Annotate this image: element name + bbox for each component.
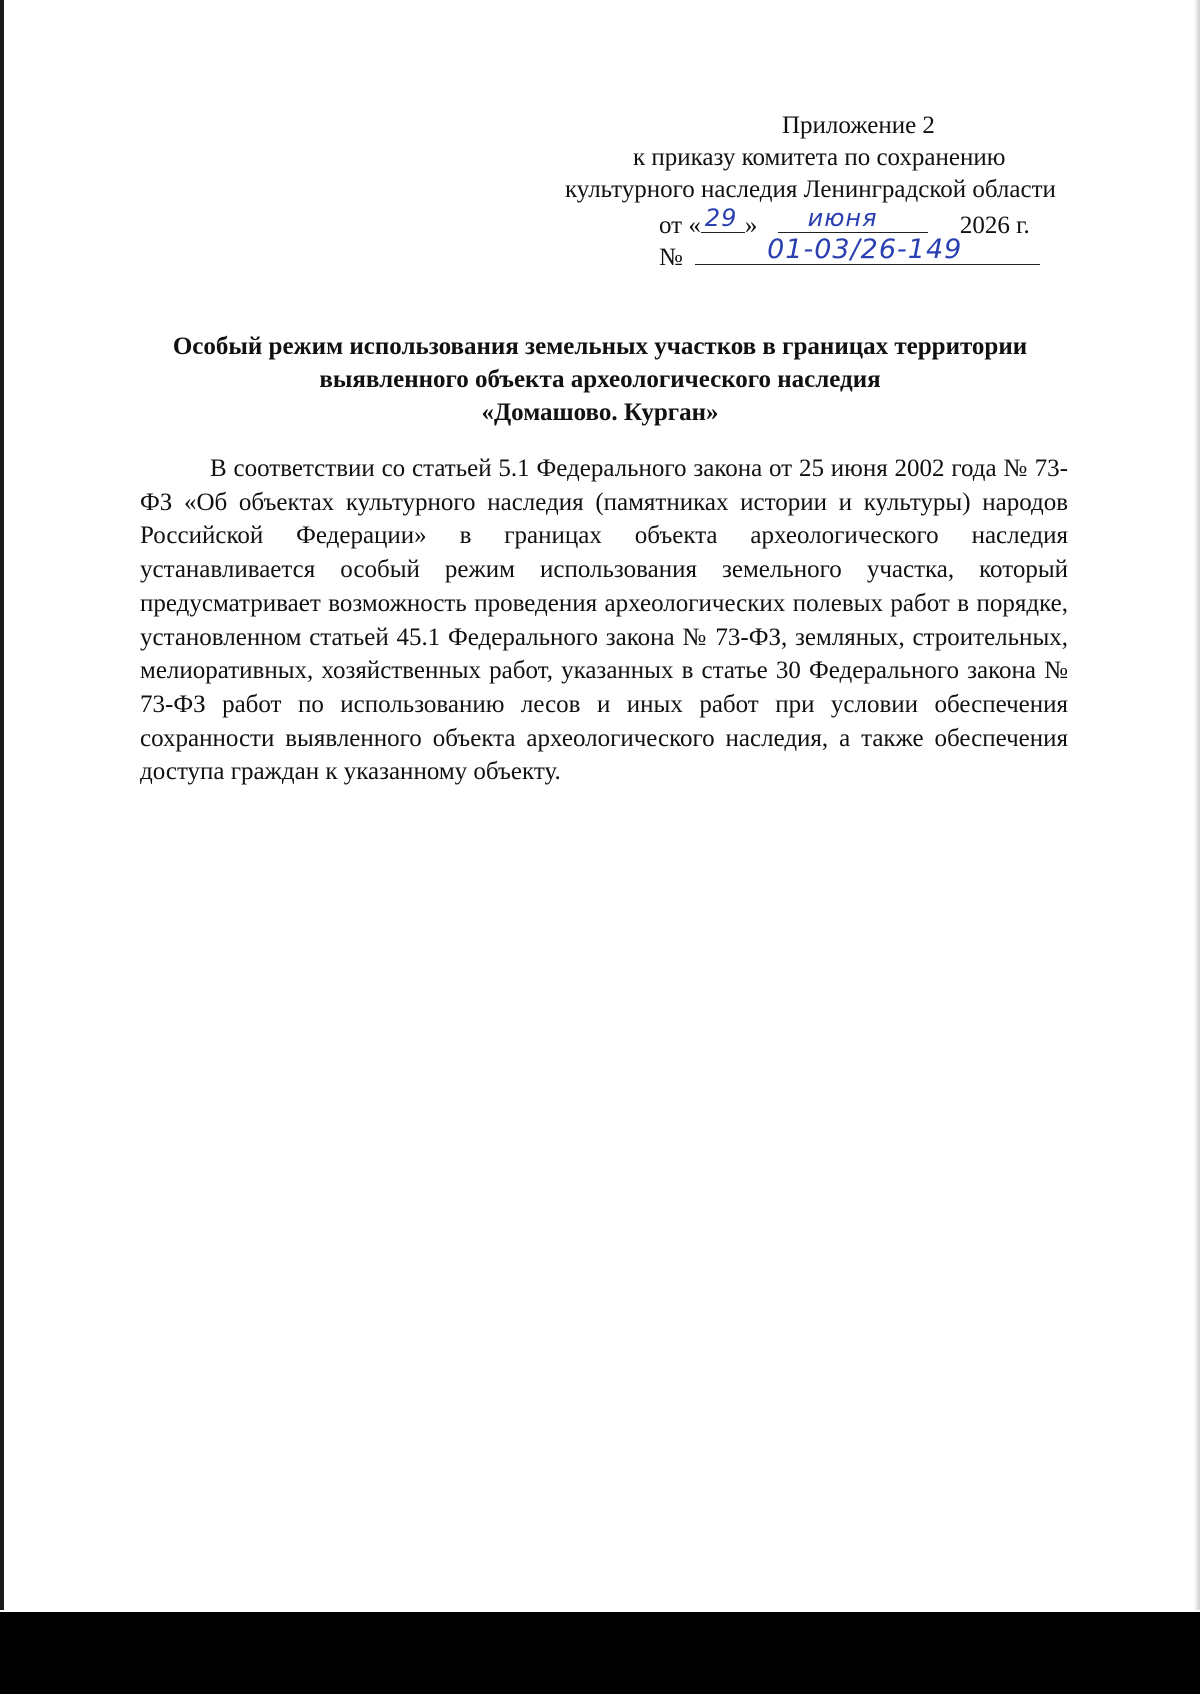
appendix-order-line: к приказу комитета по сохранению — [633, 144, 1006, 171]
date-year: 2026 г. — [959, 212, 1030, 239]
appendix-number-line — [659, 234, 1040, 274]
number-prefix: № — [659, 244, 683, 271]
appendix-title: Приложение 2 — [782, 112, 935, 139]
date-month-handwritten: июня — [807, 204, 878, 232]
scan-edge-right — [1194, 0, 1200, 1610]
number-blank — [695, 234, 1040, 265]
number-handwritten: 01-03/26-149 — [767, 234, 963, 265]
title-line-2: выявленного объекта археологического наследия — [319, 366, 881, 393]
body-paragraph: В соответствии со статьей 5.1 Федерального закона от 25 июня 2002 года № 73-ФЗ «Об объектах культурного наследия (памятниках истории и культуры) народов Российской Федерации» в границах объекта археологического наследия устанавливается особый режим использования земельного участка, который предусматривает возможность проведения археологических полевых работ в порядке, установленном статьей 45.1 Федерального закона № 73-ФЗ, земляных, строительных, мелиоративных, хозяйственных работ, указанных в статье 30 Федерального закона № 73-ФЗ работ по использованию лесов и иных работ при условии обеспечения сохранности выявленного объекта археологического наследия, а также обеспечения доступа граждан к указанному объекту. — [140, 455, 1068, 786]
date-day-handwritten: 29 — [704, 204, 738, 232]
scan-edge-left — [0, 0, 4, 1610]
scan-bottom-bar — [0, 1612, 1200, 1694]
title-line-1: Особый режим использования земельных участков в границах территории — [172, 333, 1028, 360]
date-day-blank — [701, 206, 745, 233]
date-month-blank — [778, 206, 928, 233]
appendix-committee-line: культурного наследия Ленинградской области — [565, 176, 1056, 203]
title-line-3: «Домашово. Курган» — [481, 399, 719, 426]
date-prefix: от « — [659, 212, 701, 239]
date-mid: » — [744, 212, 758, 239]
document-title — [130, 330, 1070, 429]
